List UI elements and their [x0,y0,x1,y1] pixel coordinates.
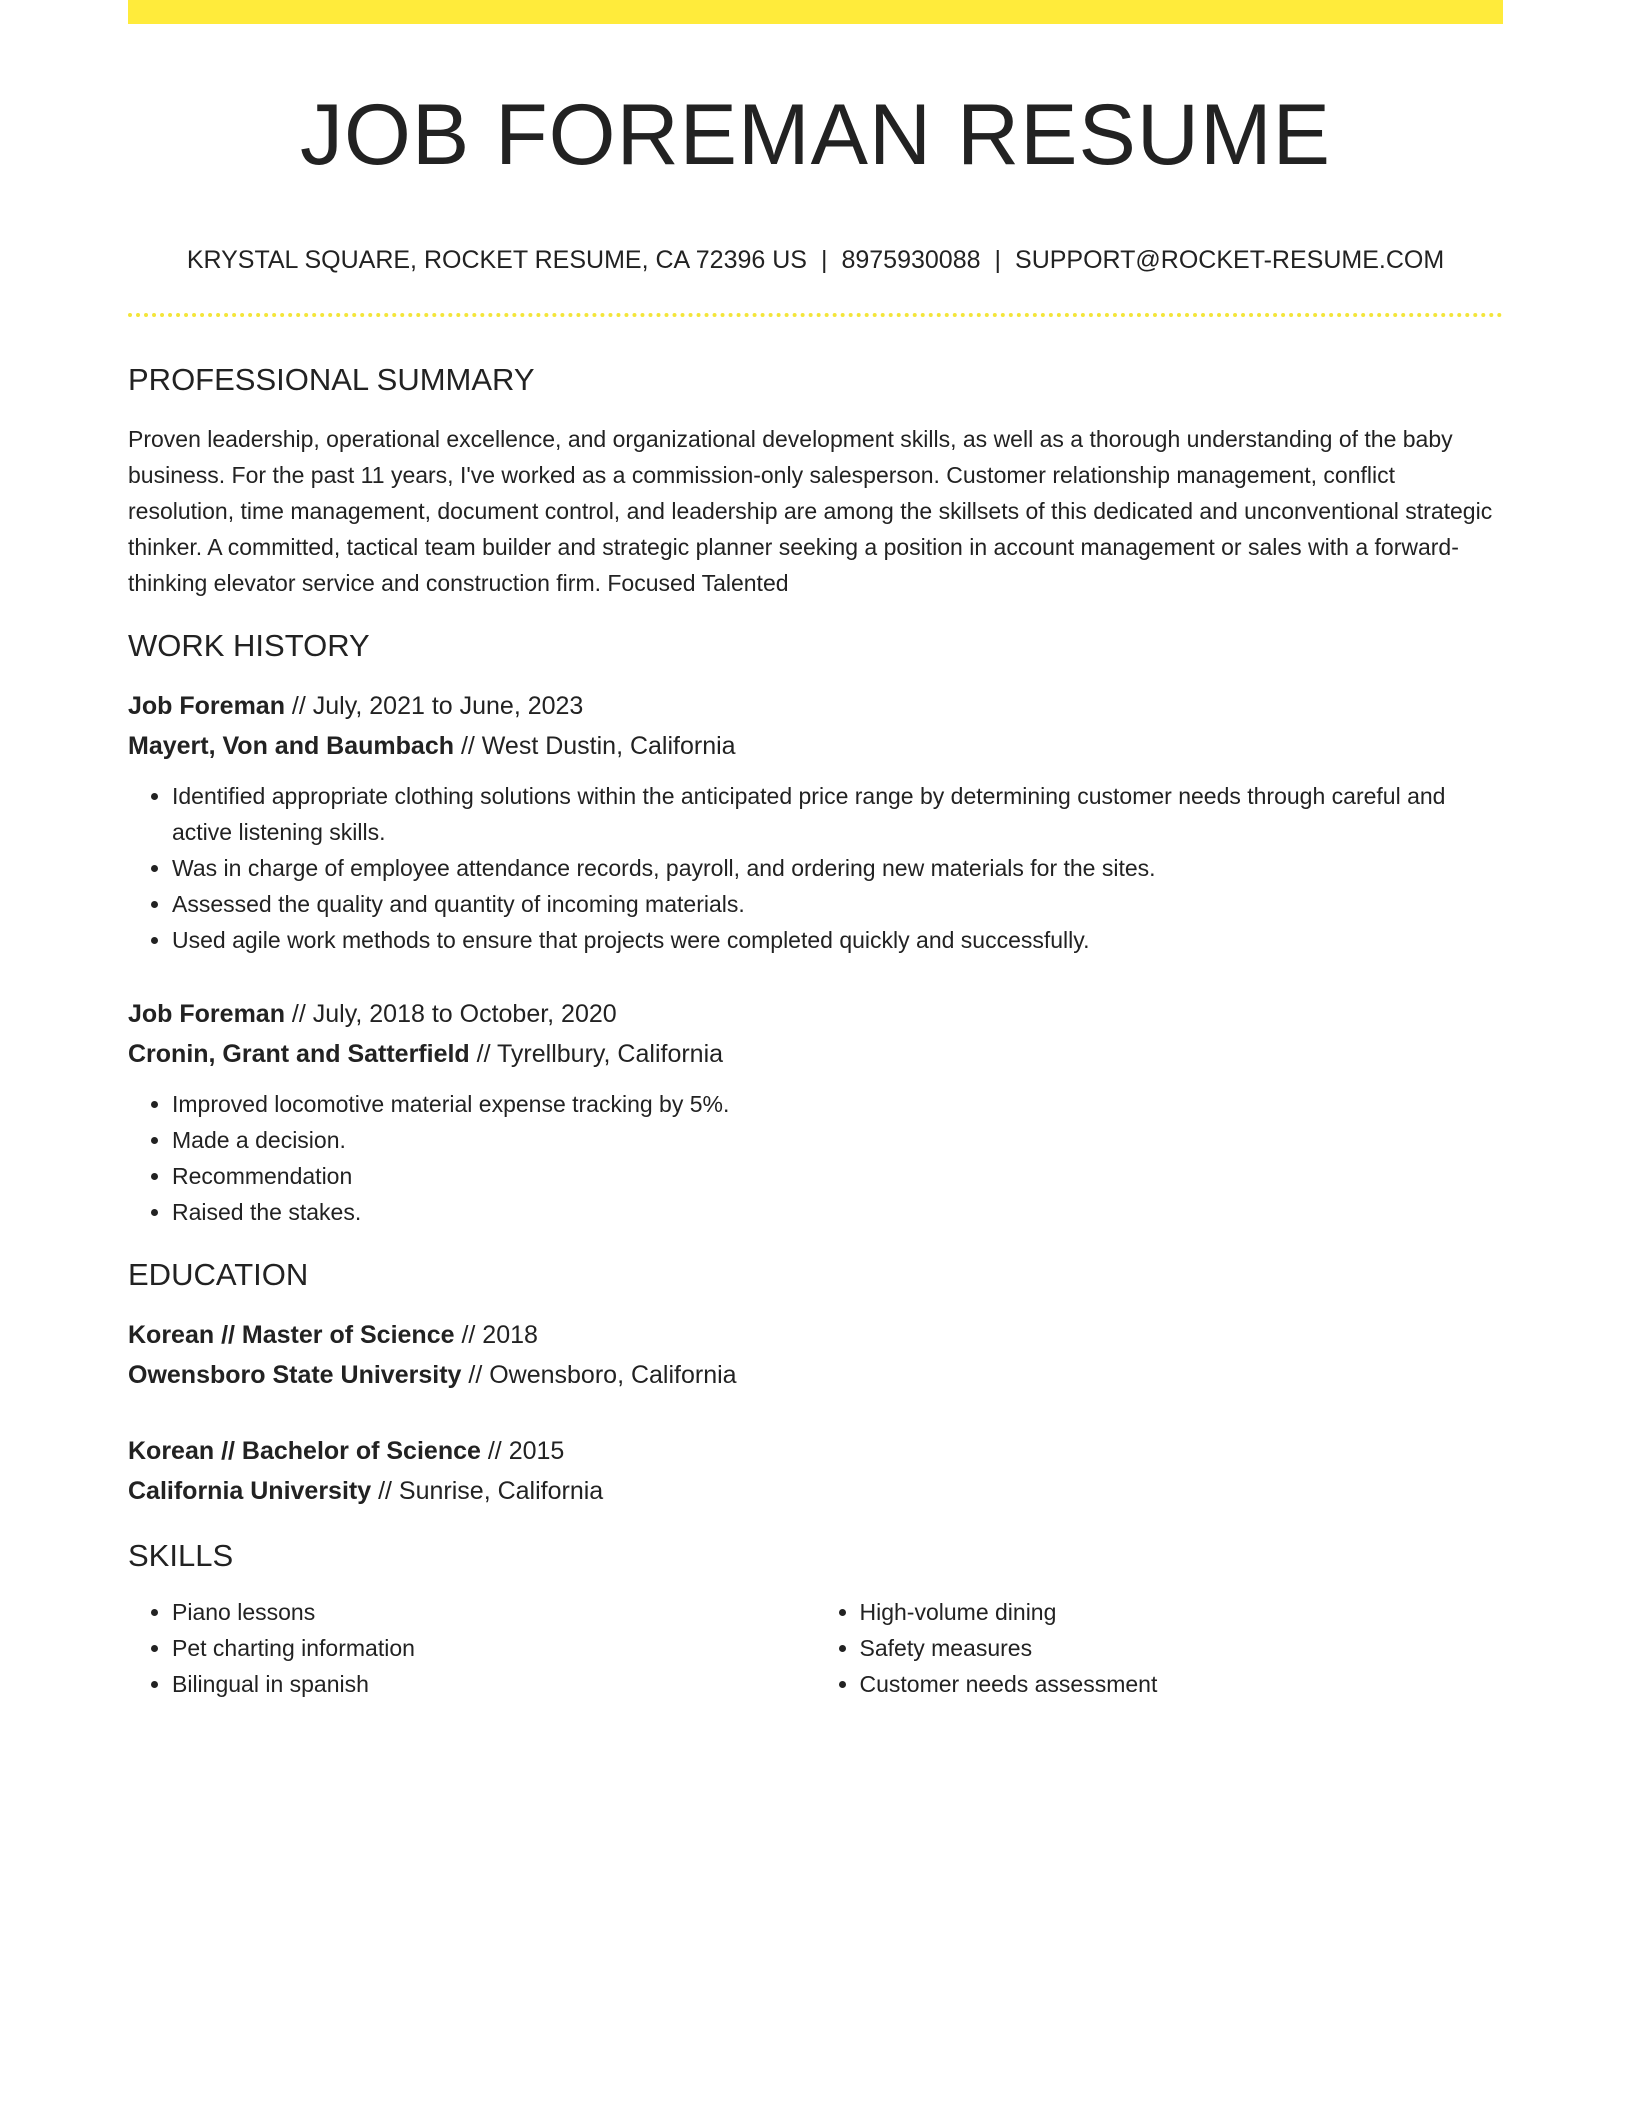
contact-phone: 8975930088 [841,245,981,274]
list-item: • Assessed the quality and quantity of incoming materials. [172,886,1503,922]
page-title: JOB FOREMAN RESUME [300,87,1331,183]
job-company-line [128,726,1503,766]
list-item: • Identified appropriate clothing solutions within the anticipated price range by determining customer needs through careful and active listening skills. [172,778,1503,850]
skills-columns [128,1594,1503,1702]
degree-year: // 2015 [480,1437,565,1466]
degree: Korean // Bachelor of Science [128,1437,481,1466]
contact-address: KRYSTAL SQUARE, ROCKET RESUME, CA 72396 US [186,245,807,274]
job-title: Job Foreman [128,691,285,720]
contact-separator: | [820,245,828,274]
job-location: // West Dustin, California [454,731,736,760]
school-location: // Sunrise, California [371,1477,604,1506]
skill-item: • Piano lessons [172,1594,816,1630]
job-dates: // July, 2018 to October, 2020 [284,999,617,1028]
job-title-line [128,994,1503,1034]
job-title: Job Foreman [128,999,285,1028]
job-company: Mayert, Von and Baumbach [128,731,454,760]
skill-item: • Bilingual in spanish [172,1666,816,1702]
education-heading: EDUCATION [128,1256,309,1292]
contact-separator: | [994,245,1002,274]
list-item: • Raised the stakes. [172,1194,1503,1230]
skills-list-left [128,1594,816,1702]
degree: Korean // Master of Science [128,1321,455,1350]
degree-year: // 2018 [454,1321,538,1350]
work-history-section [128,627,1503,1230]
work-history-heading: WORK HISTORY [128,627,370,663]
contact-line [128,245,1503,275]
list-item: • Used agile work methods to ensure that projects were completed quickly and successfully. [172,922,1503,958]
school-line [128,1471,1503,1511]
job-bullets [128,1086,1503,1230]
school: California University [128,1477,372,1506]
summary-heading: PROFESSIONAL SUMMARY [128,361,535,397]
contact-email: SUPPORT@ROCKET-RESUME.COM [1015,245,1445,274]
resume-page [128,0,1503,1702]
top-accent-bar [128,0,1503,24]
skills-section [128,1537,1503,1702]
job-company: Cronin, Grant and Satterfield [128,1039,470,1068]
school-location: // Owensboro, California [461,1361,737,1390]
list-item: • Improved locomotive material expense tracking by 5%. [172,1086,1503,1122]
skill-item: • Safety measures [860,1630,1504,1666]
job-bullets [128,778,1503,958]
job-company-line [128,1034,1503,1074]
job-dates: // July, 2021 to June, 2023 [284,691,584,720]
summary-text: Proven leadership, operational excellence, and organizational development skills, as well as a thorough understanding of the baby business. For the past 11 years, I've worked as a commission-only salesperson. Customer relationship management, conflict resolution, time management, document control, and leadership are among the skillsets of this dedicated and unconventional strategic thinker. A committed, tactical team builder and strategic planner seeking a position in account management or sales with a forward-thinking elevator service and construction firm. Focused Talented [128,425,1493,596]
list-item: • Was in charge of employee attendance records, payroll, and ordering new materials for the sites. [172,850,1503,886]
skill-item: • High-volume dining [860,1594,1504,1630]
dotted-divider [128,313,1503,317]
list-item: • Made a decision. [172,1122,1503,1158]
skills-list-right [816,1594,1504,1702]
skills-heading: SKILLS [128,1538,234,1574]
skill-item: • Customer needs assessment [860,1666,1504,1702]
school-line [128,1355,1503,1395]
education-section [128,1256,1503,1511]
job-location: // Tyrellbury, California [469,1039,724,1068]
degree-line [128,1431,1503,1471]
skill-item: • Pet charting information [172,1630,816,1666]
degree-line [128,1315,1503,1355]
list-item: • Recommendation [172,1158,1503,1194]
job-title-line [128,686,1503,726]
school: Owensboro State University [128,1361,462,1390]
